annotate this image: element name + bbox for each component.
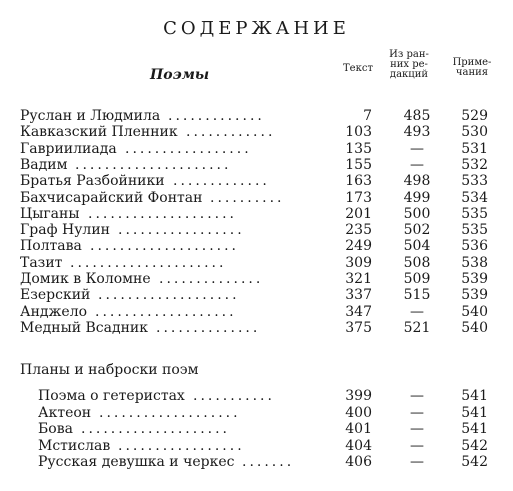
entry-title: Анджело: [20, 303, 88, 320]
page-notes: 536: [461, 238, 488, 255]
page-notes: 538: [461, 254, 488, 271]
page-early-edition: —: [410, 388, 424, 404]
page-early-edition: 515: [403, 287, 431, 304]
page-notes: 539: [461, 271, 488, 287]
entry-title: Граф Нулин: [20, 222, 110, 239]
table-row: [0, 222, 513, 238]
table-row: [0, 454, 513, 470]
page-notes: 541: [461, 388, 488, 404]
leader-dots: ..............: [159, 271, 264, 287]
leader-dots: .....................: [75, 156, 232, 173]
page-text: 7: [363, 108, 372, 124]
entry-title: Цыганы: [20, 205, 80, 222]
entry-title: Медный Всадник: [20, 319, 149, 336]
page-notes: 540: [461, 303, 488, 320]
entry-title: Поэма о гетеристах: [38, 388, 185, 404]
table-row: [0, 108, 513, 124]
column-header-notes-line-2: чания: [455, 67, 489, 78]
page-early-edition: 485: [403, 108, 431, 124]
leader-dots: .................: [118, 222, 245, 239]
column-header-notes: [446, 58, 498, 78]
page-early-edition: 498: [403, 173, 431, 190]
leader-dots: ...................: [99, 404, 241, 421]
entry-title: Братья Разбойники: [20, 173, 165, 190]
page-notes: 542: [461, 454, 488, 470]
page-text: 321: [345, 271, 372, 287]
entry-title: Русская девушка и черкес: [38, 454, 235, 470]
page-text: 309: [345, 254, 372, 271]
page-early-edition: 508: [403, 254, 431, 271]
entry-title: Руслан и Людмила: [20, 108, 161, 124]
page-early-edition: 504: [403, 238, 431, 255]
leader-dots: ..........: [210, 189, 285, 206]
table-row: [0, 271, 513, 287]
page-notes: 529: [461, 108, 488, 124]
table-row: [0, 206, 513, 222]
page-text: 103: [345, 124, 372, 141]
entry-title: Полтава: [20, 238, 82, 255]
table-row: [0, 255, 513, 271]
column-header-text: Текст: [343, 63, 373, 74]
leader-dots: ....................: [81, 421, 231, 437]
page-early-edition: 502: [403, 222, 431, 239]
page-notes: 542: [461, 437, 488, 454]
page-text: 347: [345, 303, 372, 320]
page-text: 400: [345, 404, 372, 421]
entry-title: Езерский: [20, 287, 91, 304]
entry-title: Вадим: [20, 156, 68, 173]
leader-dots: .............: [173, 173, 270, 190]
leader-dots: ..............: [156, 319, 261, 336]
entry-title: Домик в Коломне: [20, 271, 151, 287]
table-row: [0, 238, 513, 254]
leader-dots: .................: [118, 437, 245, 454]
leader-dots: .................: [125, 140, 252, 157]
page-text: 399: [345, 388, 372, 404]
page-text: 404: [345, 437, 372, 454]
page-text: 173: [345, 189, 372, 206]
page-text: 135: [345, 140, 372, 157]
column-header-early-line-1: Из ран-: [389, 49, 429, 60]
page-early-edition: —: [410, 140, 424, 157]
page-early-edition: 499: [403, 189, 431, 206]
page-early-edition: 521: [403, 319, 431, 336]
page-notes: 532: [461, 156, 488, 173]
page-early-edition: 500: [403, 205, 431, 222]
page-notes: 534: [461, 189, 488, 206]
page-notes: 540: [461, 319, 488, 336]
page-early-edition: 493: [403, 124, 431, 141]
page-text: 163: [345, 173, 372, 190]
leader-dots: ...........: [193, 388, 275, 404]
column-header-early-editions: [386, 50, 432, 80]
page-notes: 535: [461, 222, 488, 239]
page-early-edition: 509: [403, 271, 431, 287]
page-text: 235: [345, 222, 372, 239]
leader-dots: ............: [186, 124, 276, 141]
page-early-edition: —: [410, 404, 424, 421]
page-text: 401: [345, 421, 372, 437]
table-row: [0, 304, 513, 320]
table-row: [0, 388, 513, 404]
leader-dots: .............: [168, 108, 265, 124]
section-title: Планы и наброски поэм: [20, 362, 199, 378]
entry-title: Кавказский Пленник: [20, 124, 178, 141]
leader-dots: ....................: [90, 238, 240, 255]
page-notes: 533: [461, 173, 488, 190]
table-row: [0, 190, 513, 206]
page-notes: 531: [461, 140, 488, 157]
entry-title: Гавриилиада: [20, 140, 117, 157]
entry-title: Актеон: [38, 404, 92, 421]
table-row: [0, 141, 513, 157]
table-row: [0, 124, 513, 140]
page-early-edition: —: [410, 156, 424, 173]
table-row: [0, 157, 513, 173]
page-notes: 539: [461, 287, 488, 304]
table-row: [0, 421, 513, 437]
page-notes: 541: [461, 404, 488, 421]
leader-dots: .....................: [70, 254, 227, 271]
page-early-edition: —: [410, 303, 424, 320]
page-text: 406: [345, 454, 372, 470]
entry-title: Бова: [38, 421, 73, 437]
leader-dots: ....................: [88, 205, 238, 222]
column-header-notes-line-1: Приме-: [452, 57, 492, 68]
column-header-early-line-2: них ре-: [390, 59, 428, 70]
table-row: [0, 405, 513, 421]
entry-title: Мстислав: [38, 437, 111, 454]
leader-dots: ...................: [98, 287, 240, 304]
page-notes: 541: [461, 421, 488, 437]
page-notes: 535: [461, 205, 488, 222]
entry-title: Тазит: [20, 254, 63, 271]
table-row: [0, 320, 513, 336]
table-row: [0, 438, 513, 454]
leader-dots: .......: [242, 454, 295, 470]
table-row: [0, 287, 513, 303]
page-title: СОДЕРЖАНИЕ: [163, 18, 350, 39]
column-header-poems: Поэмы: [150, 67, 210, 83]
page-early-edition: —: [410, 437, 424, 454]
page-notes: 530: [461, 124, 488, 141]
page-early-edition: —: [410, 454, 424, 470]
page-text: 249: [345, 238, 372, 255]
column-header-early-line-3: дакций: [389, 69, 429, 80]
page-text: 201: [345, 205, 372, 222]
page-text: 375: [345, 319, 372, 336]
leader-dots: ...................: [95, 303, 237, 320]
entry-title: Бахчисарайский Фонтан: [20, 189, 203, 206]
page-text: 155: [345, 156, 372, 173]
table-row: [0, 173, 513, 189]
page-text: 337: [345, 287, 372, 304]
page-early-edition: —: [410, 421, 424, 437]
